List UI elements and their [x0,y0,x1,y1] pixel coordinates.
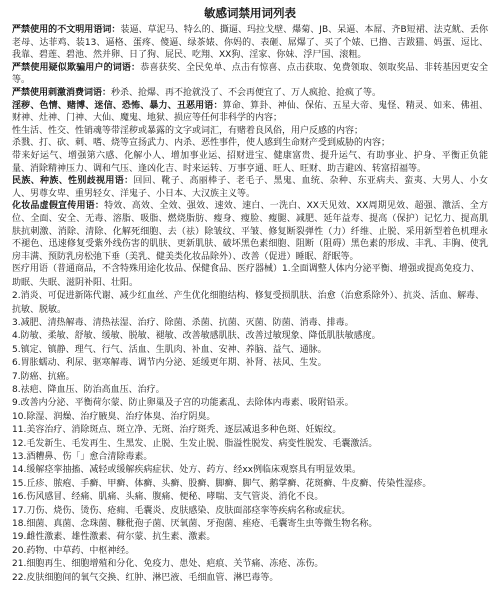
list-item: 20.药物、中草药、中枢神经。 [12,545,135,556]
list-item: 6.胃胀蠕动、利尿、驱寒解毒、调节内分泌、延缓更年期、补肾、祛风、生发。 [12,358,327,369]
list-item: 18.细菌、真菌、念珠菌、糠秕孢子菌、厌氧菌、牙孢菌、痤疮、毛囊寄生虫等微生物名称。 [12,519,378,529]
list-item: 5.镇定、镇静、理气、行气、活血、生肌肉、补血、安神、养脑、益气、通脉。 [12,344,327,355]
section-paragraph [12,137,488,150]
section-paragraph [12,175,488,200]
list-item: 10.除湿、润燥、治疗腋臭、治疗体臭、治疗阴臭。 [12,411,216,422]
section-body: 恭喜获奖、全民免单、点击有惊喜、点击获取、免费领取、领取奖品、非转基因更安全等。 [12,62,488,86]
section-heading: 严禁使用疑似欺骗用户的词语： [12,62,141,73]
section-paragraph [12,125,488,138]
section-paragraph [12,87,488,100]
list-item: 4.防敏、柔敏、舒敏、缓敏、脱敏、褪敏、改善敏感肌肤、改善过敏现象、降低肌肤敏感度。 [12,331,381,342]
section-body: 性生活、性交、性销魂等带淫秽或暴露的文字或词汇，有赌着良风俗，用户反感的内容； [12,125,364,136]
list-item: 12.毛发新生、毛发再生、生黑发、止脱、生发止脱、脂溢性脱发、病变性脱发、毛囊激活。 [12,438,378,449]
list-item: 13.酒糟鼻、伤「」愈合清除毒素。 [12,451,153,462]
list-item: 17.刀伤、烧伤、烫伤、疮痈、毛囊炎、皮肤感染、皮肤面部痉挛等疾病名称或症状。 [12,505,351,516]
section-body: 装逼、草泥马、特么的、撕逼、玛拉戈壁、爆菊、JB、呆逼、本屌、齐B短裙、法克鱿、丢你老母、达菲鸡、装13、逼格、蛋疼、傻逼、绿茶婊、你妈的、表砸、屌爆了、买了个婊、已撸、吉跋猫、妈蛋、逗比、我靠、碧莲、碧池、然并卵、日了狗、屁民、吃翔、XX狗、淫家、你妹、浮尸国、滚粗。 [12,25,488,61]
section-heading: 民族、种族、性别歧视用语： [12,176,134,187]
list-item: 7.防癌、抗癌。 [12,371,75,382]
section-heading: 化妆品虚假宣传用语： [12,201,105,212]
list-item: 15.丘疹、脓疱、手癣、甲癣、体癣、头癣、股癣、脚癣、脚气、鹅掌癣、花斑癣、牛皮癣、传染性湿疹。 [12,478,432,489]
list-item: 8.祛疤、降血压、防治高血压、治疗。 [12,384,165,395]
list-item: 14.缓解痉挛抽搐、减轻或缓解疾病症状、处方、药方、经xx例临床观察具有明显效果。 [12,465,361,476]
section-body: 特效、高效、全效、强效、速效、速白、一洗白、XX天见效、XX周期见效、超强、激活、全方位、全面、安全、无毒、溶脂、吸脂、燃烧脂肪、瘦身、瘦脸、瘦腿、减肥、延年益寿、提高（保护）记忆力、提高肌肤抗刺激、消除、清除、化解死细胞、去（祛）除皱纹、平皱、修复断裂弹性（力）纤维、止脱、采用新型着色机理永不褪色、迅速修复受紫外线伤害的肌肤、更新肌肤、破坏黑色素细胞、阻断（阻碍）黑色素的形成、丰乳、丰胸、使乳房丰满、预防乳房松弛下垂（美乳、健美类化妆品除外）、改善（促进）睡眠、舒眠等。 [12,201,488,262]
section-paragraph [12,200,488,263]
section-body: 带来好运气、增强第六感、化解小人、增加事业运、招财进宝、健康富贵、提升运气、有助事业、护身、平衡正负能量、消除精神压力、调和气压、逢凶化吉、时来运转、万事亨通、旺人、旺财、助吉避凶、转富招福等。 [12,150,488,174]
section-body: 秒杀、抢爆、再不抢就没了、不会再便宜了、万人疯抢、抢疯了等。 [111,87,382,98]
section-paragraph [12,62,488,87]
list-item: 医疗用语（普通商品，不含特殊用途化妆品、保健食品、医疗器械）1.全面调整人体内分泌平衡、增强或提高免疫力、助眠、失眠、滋阴补阳、壮阳。 [12,264,480,288]
list-item: 16.伤风感冒、经痛、肌痛、头痛、腹痛、便秘、哮喘、支气管炎、消化不良。 [12,492,324,503]
section-heading: 严禁使用刺激消费词语： [12,87,112,98]
list-item: 3.减肥、清热解毒、清热祛湿、治疗、除菌、杀菌、抗菌、灭菌、防菌、消毒、排毒。 [12,317,354,328]
numbered-list [12,263,488,585]
section-body: 杀戮、打、砍、刺、嗜、烧等宣扬武力、内杀、恶性事件，使人感到生命财产受到威胁的内容； [12,138,391,149]
list-item: 22.皮肤细胞间的氧气交换、红肿、淋巴液、毛细血管、淋巴毒等。 [12,572,279,583]
list-item: 19.雌性激素、雄性激素、荷尔蒙、抗生素、激素。 [12,532,216,543]
section-paragraph [12,150,488,175]
section-body: 回回、靴子、高丽棒子、老毛子、黑鬼、血统、杂种、东亚病夫、蛮夷、大男人、小女人、男尊女卑、重男轻女、洋鬼子、小日本、大汉族主义等。 [12,176,488,199]
page-title: 敏感词禁用词列表 [204,6,296,20]
section-heading: 淫秽、色情、赌博、迷信、恐怖、暴力、丑恶用语： [12,100,223,111]
list-item: 21.细胞再生、细胞增殖和分化、免疫力、患处、疤痕、关节痛、冻疮、冻伤。 [12,559,324,570]
section-heading: 严禁使用的不文明用语词： [12,25,121,35]
section-paragraph [12,24,488,62]
sections [12,24,488,263]
list-item: 9.改善内分泌、平衡荷尔蒙、防止卵巢及子宫的功能紊乱、去除体内毒素、吸附铅汞。 [12,398,354,409]
section-body: 算命、算卦、神仙、保佑、五星大帝、鬼怪、精灵、如来、佛祖、财神、灶神、门神、大仙、魔鬼、地狱、损应等任何非科学的内容； [12,100,488,124]
list-item: 2.消炎、可促进新陈代谢、减少红血丝、产生优化细胞结构、修复受损肌肤、治愈（治愈系除外）、抗炎、活血、解毒、抗敏、脱敏。 [12,291,485,315]
list-item: 11.美容治疗、消除斑点、斑立净、无斑、治疗斑秃、逐层减退多种色斑、妊娠纹。 [12,425,342,436]
section-paragraph [12,100,488,125]
